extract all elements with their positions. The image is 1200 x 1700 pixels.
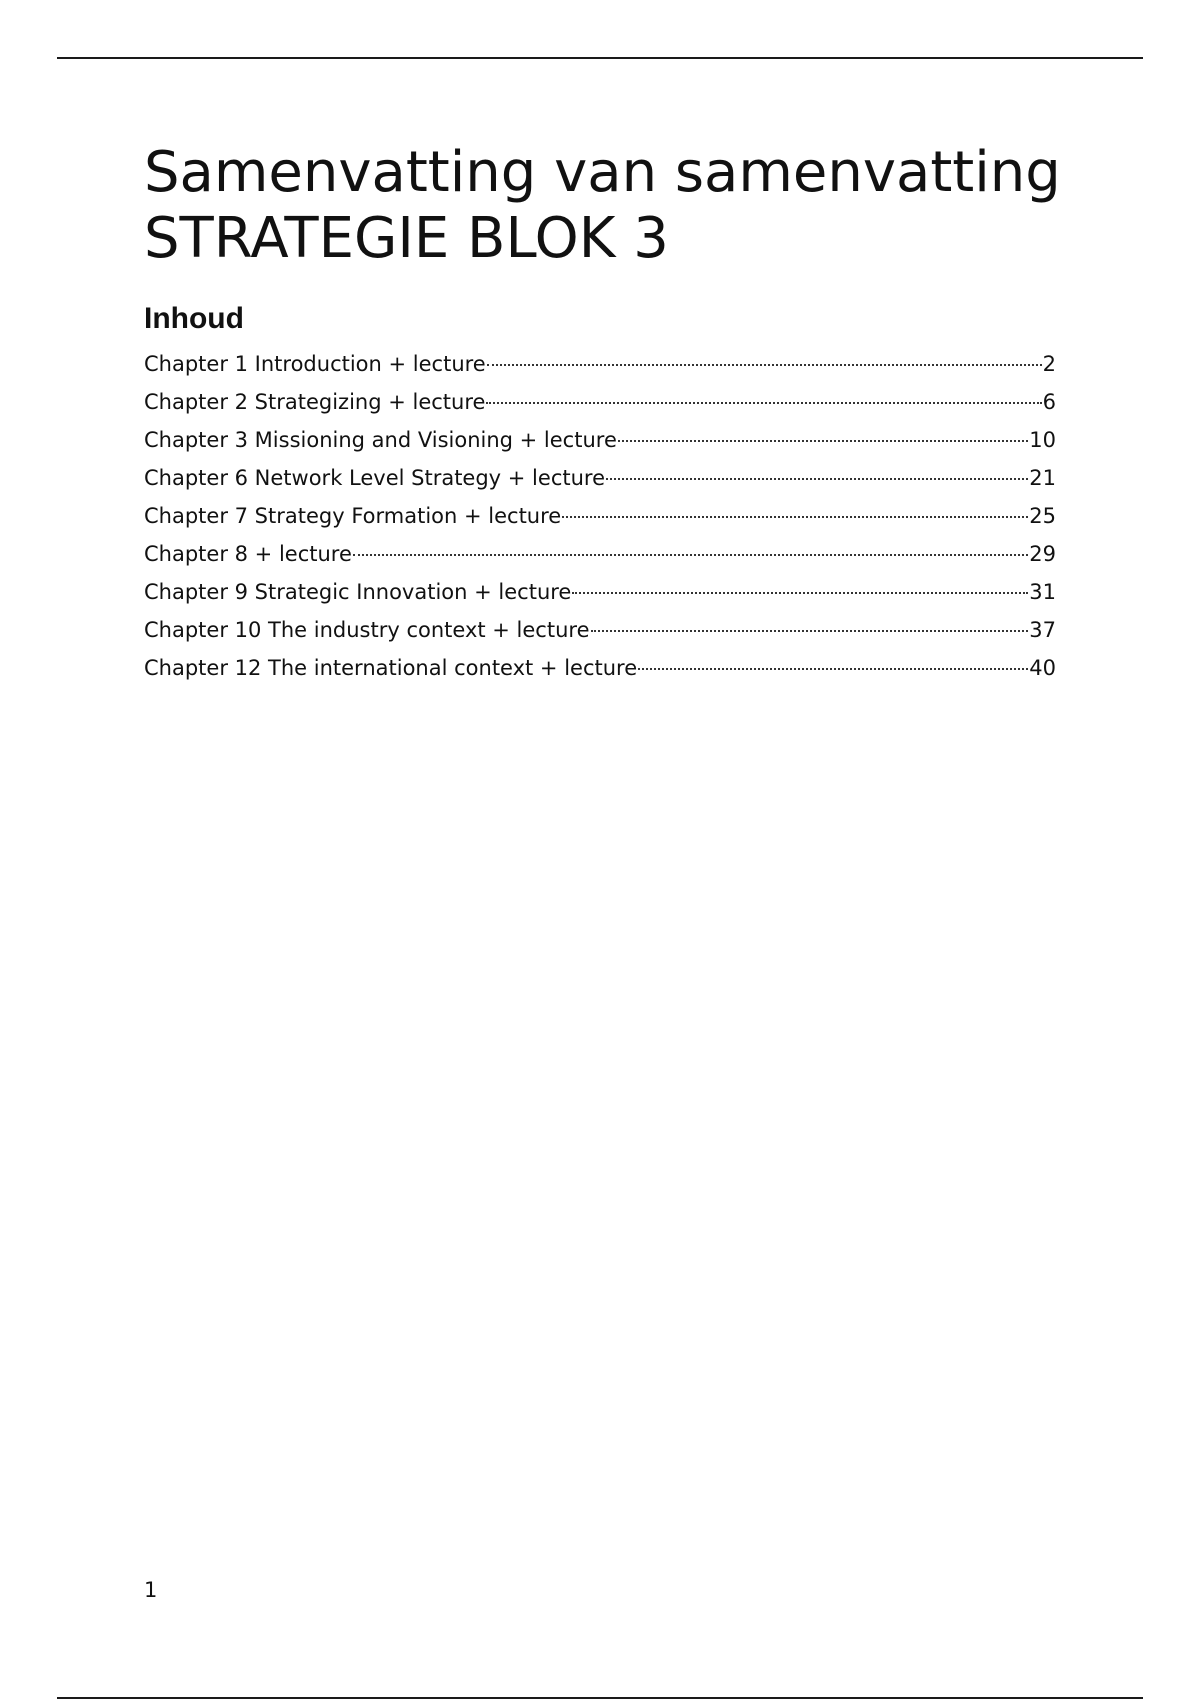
toc-entry-chapter-1[interactable] — [144, 345, 1056, 383]
toc-entry-label: Chapter 9 Strategic Innovation + lecture — [144, 580, 572, 604]
toc-dot-leader — [353, 554, 1028, 556]
toc-dot-leader — [487, 364, 1042, 366]
toc-dot-leader — [618, 440, 1028, 442]
header-rule — [57, 57, 1143, 59]
table-of-contents — [144, 345, 1056, 687]
toc-entry-page: 10 — [1029, 428, 1056, 452]
toc-entry-chapter-2[interactable] — [144, 383, 1056, 421]
toc-entry-page: 6 — [1042, 390, 1056, 414]
toc-entry-page: 25 — [1029, 504, 1056, 528]
document-title-line-1: Samenvatting van samenvatting — [144, 140, 1061, 205]
toc-entry-chapter-10[interactable] — [144, 611, 1056, 649]
document-title-line-2: STRATEGIE BLOK 3 — [144, 206, 669, 271]
toc-entry-label: Chapter 8 + lecture — [144, 542, 352, 566]
toc-entry-page: 40 — [1029, 656, 1056, 680]
toc-entry-page: 2 — [1042, 352, 1056, 376]
toc-entry-chapter-9[interactable] — [144, 573, 1056, 611]
toc-dot-leader — [606, 478, 1028, 480]
toc-entry-page: 37 — [1029, 618, 1056, 642]
toc-entry-chapter-12[interactable] — [144, 649, 1056, 687]
toc-dot-leader — [486, 402, 1041, 404]
toc-dot-leader — [562, 516, 1028, 518]
toc-entry-chapter-3[interactable] — [144, 421, 1056, 459]
toc-entry-label: Chapter 1 Introduction + lecture — [144, 352, 486, 376]
page-number: 1 — [144, 1578, 158, 1602]
footer-rule — [57, 1697, 1143, 1699]
toc-entry-chapter-6[interactable] — [144, 459, 1056, 497]
toc-entry-page: 31 — [1029, 580, 1056, 604]
toc-entry-label: Chapter 12 The international context + lecture — [144, 656, 638, 680]
toc-entry-chapter-8[interactable] — [144, 535, 1056, 573]
toc-entry-label: Chapter 3 Missioning and Visioning + lecture — [144, 428, 617, 452]
toc-entry-label: Chapter 2 Strategizing + lecture — [144, 390, 486, 414]
toc-entry-chapter-7[interactable] — [144, 497, 1056, 535]
toc-entry-page: 21 — [1029, 466, 1056, 490]
toc-dot-leader — [591, 630, 1029, 632]
toc-entry-page: 29 — [1029, 542, 1056, 566]
toc-dot-leader — [572, 592, 1028, 594]
toc-entry-label: Chapter 6 Network Level Strategy + lecture — [144, 466, 605, 490]
toc-entry-label: Chapter 7 Strategy Formation + lecture — [144, 504, 562, 528]
toc-entry-label: Chapter 10 The industry context + lecture — [144, 618, 590, 642]
toc-dot-leader — [638, 668, 1028, 670]
toc-heading: Inhoud — [144, 302, 244, 335]
document-title — [144, 140, 1104, 272]
